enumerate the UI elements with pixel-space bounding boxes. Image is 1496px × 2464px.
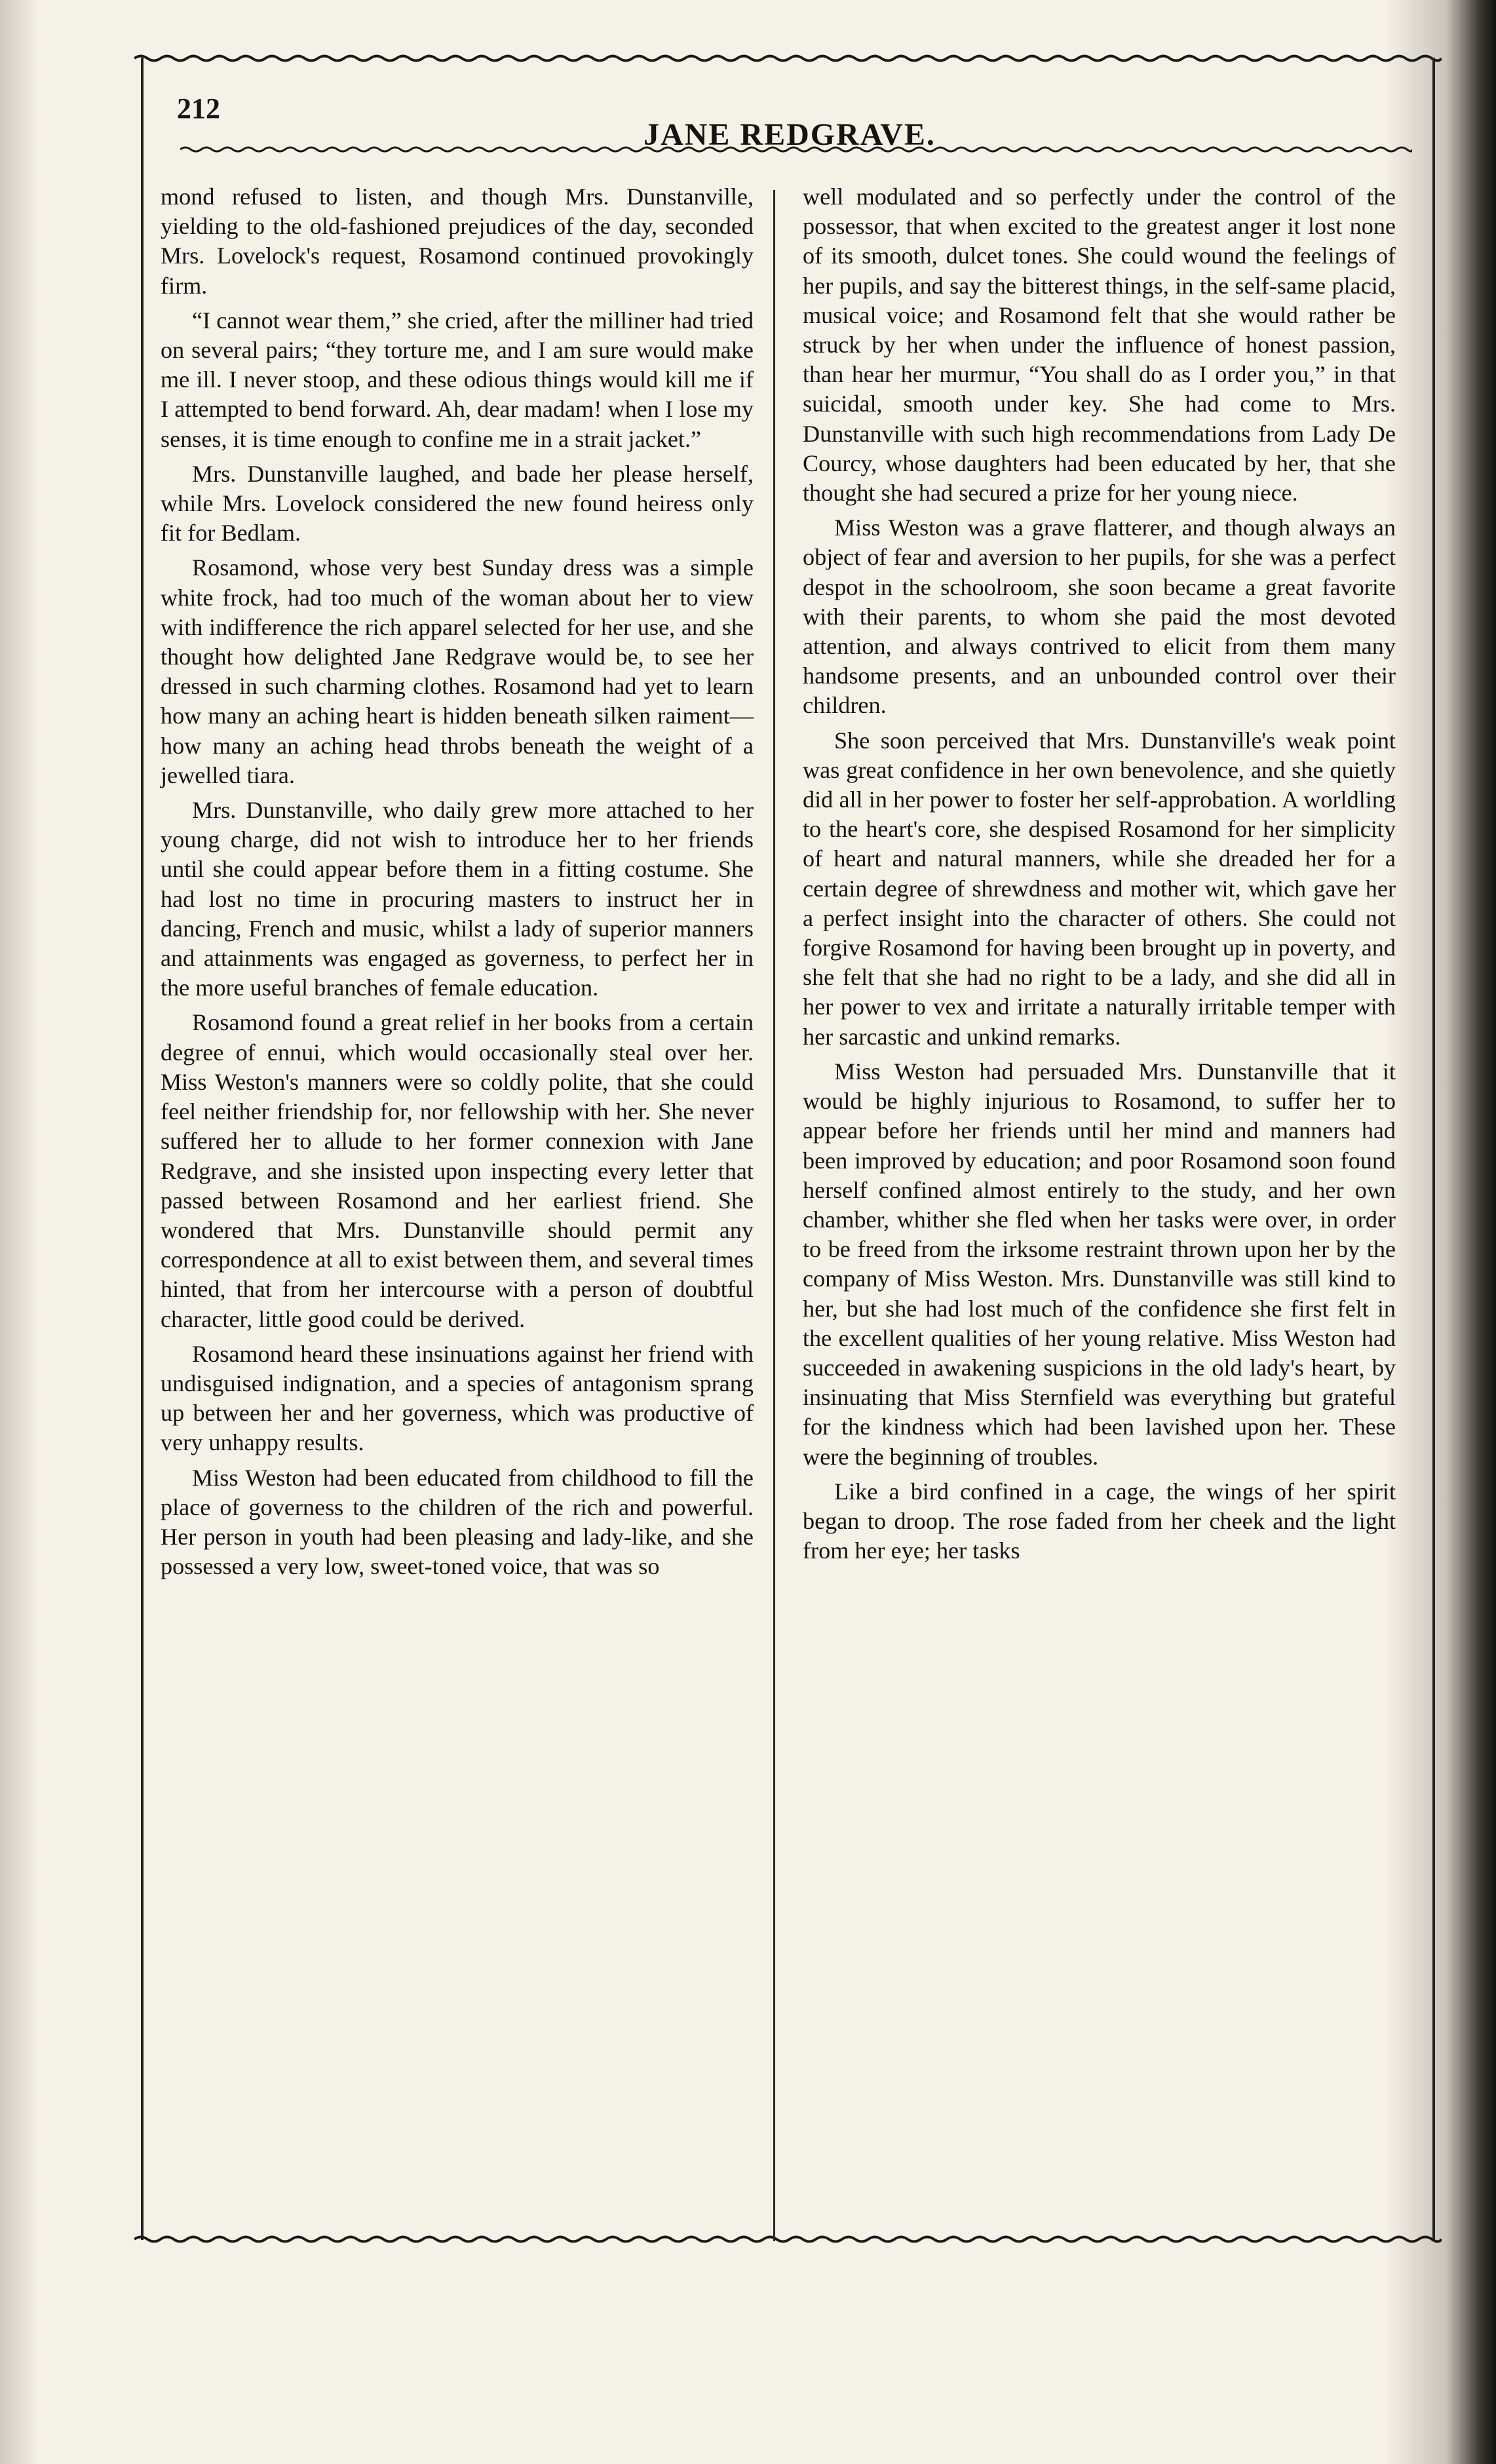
- running-title: JANE REDGRAVE.: [643, 117, 936, 152]
- paragraph: Miss Weston had persuaded Mrs. Dunstanville that it would be highly injurious to Rosamond, to suffer her to appear before her friends until her mind and manners had been improved by education; and poor Rosamond soon found herself confined almost entirely to the study, and her own chamber, whither she fled when her tasks were over, in order to be freed from the irksome restraint thrown upon her by the company of Miss Weston. Mrs. Dunstanville was still kind to her, but she had lost much of the confidence she first felt in the excellent qualities of her young relative. Miss Weston had succeeded in awakening suspicions in the old lady's heart, by insinuating that Miss Sternfield was everything but grateful for the kindness which had been lavished upon her. These were the beginning of troubles.: [803, 1058, 1396, 1470]
- text-column-left: [161, 182, 754, 1587]
- paragraph: Miss Weston was a grave flatterer, and though always an object of fear and aversion to her pupils, for she was a perfect despot in the schoolroom, she soon became a great favorite with their parents, to whom she paid the most devoted attention, and always contrived to elicit from them many handsome presents, and an unbounded control over their children.: [803, 514, 1396, 719]
- paragraph: She soon perceived that Mrs. Dunstanville's weak point was great confidence in her own benevolence, and she quietly did all in her power to foster her self-approbation. A worldling to the heart's core, she despised Rosamond for her simplicity of heart and natural manners, while she dreaded her for a certain degree of shrewdness and mother wit, which gave her a perfect insight into the character of others. She could not forgive Rosamond for having been brought up in poverty, and she felt that she had no right to be a lady, and she did all in her power to vex and irritate a naturally irritable temper with her sarcastic and unkind remarks.: [803, 727, 1396, 1050]
- paragraph: Like a bird confined in a cage, the wings of her spirit began to droop. The rose faded from her cheek and the light from her eye; her tasks: [803, 1478, 1396, 1564]
- paragraph: Miss Weston had been educated from childhood to fill the place of governess to the children of the rich and powerful. Her person in youth had been pleasing and lady-like, and she possessed a very low, sweet-toned voice, that was so: [161, 1464, 754, 1580]
- scan-edge-left: [0, 0, 39, 2464]
- text-column-right: [803, 182, 1396, 1571]
- paragraph: Rosamond found a great relief in her books from a certain degree of ennui, which would occasionally steal over her. Miss Weston's manners were so coldly polite, that she could feel neither friendship for, nor fellowship with her. She never suffered her to allude to her former connexion with Jane Redgrave, and she insisted upon inspecting every letter that passed between Rosamond and her earliest friend. She wondered that Mrs. Dunstanville should permit any correspondence at all to exist between them, and several times hinted, that from her intercourse with a person of doubtful character, little good could be derived.: [161, 1009, 754, 1332]
- paragraph: Mrs. Dunstanville laughed, and bade her please herself, while Mrs. Lovelock considered the new found heiress only fit for Bedlam.: [161, 460, 754, 547]
- paragraph: well modulated and so perfectly under the control of the possessor, that when excited to the greatest anger it lost none of its smooth, dulcet tones. She could wound the feelings of her pupils, and say the bitterest things, in the self-same placid, musical voice; and Rosamond felt that she would rather be struck by her when under the influence of honest passion, than hear her murmur, “You shall do as I order you,” in that suicidal, smooth under key. She had come to Mrs. Dunstanville with such high recommendations from Lady De Courcy, whose daughters had been educated by her, that she thought she had secured a prize for her young niece.: [803, 183, 1396, 507]
- paragraph: Rosamond, whose very best Sunday dress was a simple white frock, had too much of the woman about her to view with indifference the rich apparel selected for her use, and she thought how delighted Jane Redgrave would be, to see her dressed in such charming clothes. Rosamond had yet to learn how many an aching heart is hidden beneath silken raiment—how many an aching head throbs beneath the weight of a jewelled tiara.: [161, 554, 754, 788]
- paragraph: mond refused to listen, and though Mrs. Dunstanville, yielding to the old-fashioned prejudices of the day, seconded Mrs. Lovelock's request, Rosamond continued provokingly firm.: [161, 183, 754, 299]
- column-divider: [773, 190, 775, 2241]
- page-header: [177, 92, 1402, 151]
- ornamental-border-bottom: [134, 2235, 1442, 2244]
- paragraph: Rosamond heard these insinuations against her friend with undisguised indignation, and a species of antagonism sprang up between her and her governess, which was productive of very unhappy results.: [161, 1340, 754, 1456]
- paragraph: Mrs. Dunstanville, who daily grew more attached to her young charge, did not wish to introduce her to her friends until she could appear before them in a fitting costume. She had lost no time in procuring masters to instruct her in dancing, French and music, whilst a lady of superior manners and attainments was engaged as governess, to perfect her in the more useful branches of female education.: [161, 797, 754, 1001]
- header-rule: [180, 145, 1412, 153]
- paragraph: “I cannot wear them,” she cried, after the milliner had tried on several pairs; “they torture me, and I am sure would make me ill. I never stoop, and these odious things would kill me if I attempted to bend forward. Ah, dear madam! when I lose my senses, it is time enough to confine me in a strait jacket.”: [161, 307, 754, 452]
- page-number: 212: [177, 92, 220, 125]
